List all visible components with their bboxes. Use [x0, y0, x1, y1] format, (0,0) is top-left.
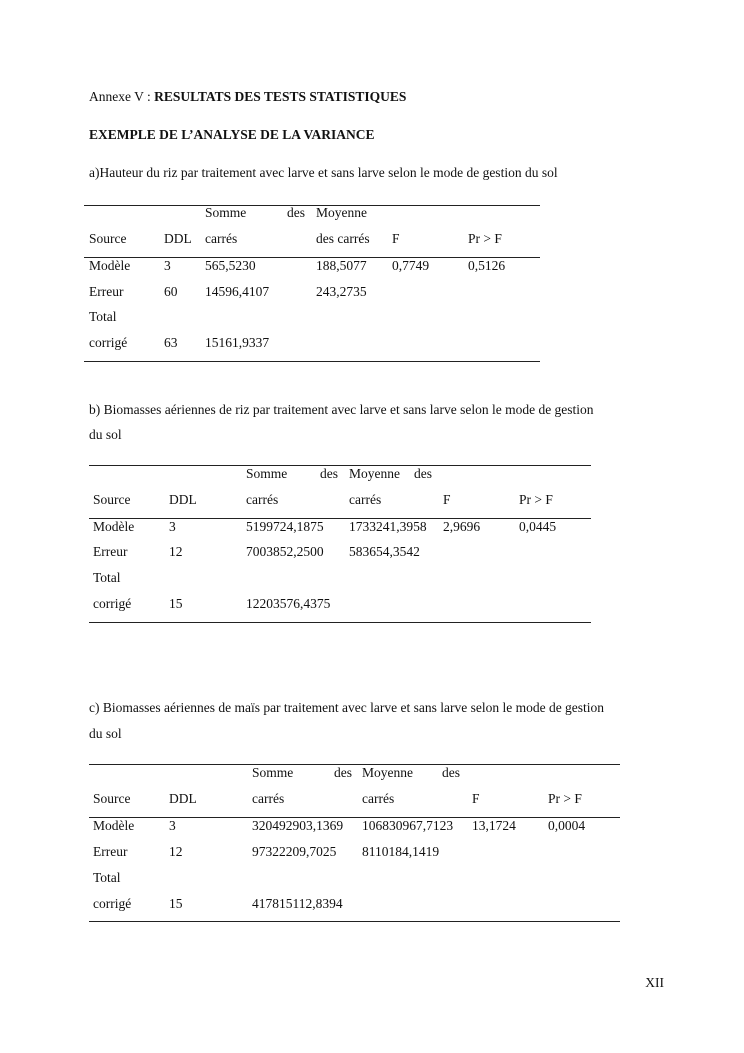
row-label-corrige: corrigé	[93, 896, 132, 911]
header-des: des	[414, 466, 432, 481]
table-b-header-rule	[89, 518, 591, 519]
cell-somme: 12203576,4375	[246, 596, 331, 611]
table-b-top-rule	[89, 465, 591, 466]
header-des: des	[320, 466, 338, 481]
row-label-corrige: corrigé	[93, 596, 132, 611]
cell-moyenne: 188,5077	[316, 258, 367, 273]
row-label-erreur: Erreur	[93, 844, 128, 859]
caption-b-line2: du sol	[89, 427, 122, 442]
cell-prf: 0,0445	[519, 519, 557, 534]
cell-somme: 14596,4107	[205, 284, 270, 299]
row-label-erreur: Erreur	[93, 544, 128, 559]
header-prf: Pr > F	[548, 791, 582, 806]
cell-moyenne: 106830967,7123	[362, 818, 454, 833]
row-label-erreur: Erreur	[89, 284, 124, 299]
annex-prefix: Annexe V :	[89, 89, 155, 104]
table-b-bottom-rule	[89, 622, 591, 623]
cell-prf: 0,5126	[468, 258, 506, 273]
header-carres: carrés	[246, 492, 279, 507]
cell-f: 2,9696	[443, 519, 481, 534]
cell-somme: 97322209,7025	[252, 844, 337, 859]
header-source: Source	[93, 492, 131, 507]
header-prf: Pr > F	[519, 492, 553, 507]
caption-c-line1: c) Biomasses aériennes de maïs par traitement avec larve et sans larve selon le mode de gestion	[89, 700, 605, 715]
row-label-corrige: corrigé	[89, 335, 128, 350]
header-moyenne: Moyenne	[349, 466, 400, 481]
caption-c-line2: du sol	[89, 726, 122, 741]
header-carres: carrés	[252, 791, 285, 806]
header-somme: Somme	[205, 205, 247, 220]
row-label-total: Total	[93, 870, 121, 885]
cell-ddl: 3	[164, 258, 171, 273]
cell-somme: 7003852,2500	[246, 544, 324, 559]
row-label-total: Total	[89, 309, 117, 324]
table-a-top-rule	[84, 205, 540, 206]
cell-ddl: 15	[169, 896, 183, 911]
annex-heading: RESULTATS DES TESTS STATISTIQUES	[154, 89, 407, 104]
table-a-bottom-rule	[84, 361, 540, 362]
header-f: F	[392, 231, 400, 246]
page-number: XII	[645, 975, 664, 990]
cell-somme: 320492903,1369	[252, 818, 344, 833]
table-c-top-rule	[89, 764, 620, 765]
header-somme: Somme	[252, 765, 294, 780]
cell-moyenne: 8110184,1419	[362, 844, 440, 859]
header-source: Source	[89, 231, 127, 246]
header-carres: carrés	[362, 791, 395, 806]
header-prf: Pr > F	[468, 231, 502, 246]
header-des: des	[334, 765, 352, 780]
cell-ddl: 12	[169, 844, 183, 859]
cell-ddl: 60	[164, 284, 178, 299]
header-ddl: DDL	[169, 791, 197, 806]
header-f: F	[443, 492, 451, 507]
header-des: des	[442, 765, 460, 780]
cell-ddl: 12	[169, 544, 183, 559]
cell-somme: 5199724,1875	[246, 519, 324, 534]
cell-somme: 565,5230	[205, 258, 256, 273]
header-carres: carrés	[205, 231, 238, 246]
cell-ddl: 63	[164, 335, 178, 350]
section-heading: EXEMPLE DE L’ANALYSE DE LA VARIANCE	[89, 127, 375, 142]
caption-b-line1: b) Biomasses aériennes de riz par traitement avec larve et sans larve selon le mode de gestion	[89, 402, 594, 417]
cell-moyenne: 583654,3542	[349, 544, 420, 559]
annex-title	[89, 89, 406, 105]
cell-ddl: 3	[169, 818, 176, 833]
cell-somme: 417815112,8394	[252, 896, 343, 911]
cell-f: 13,1724	[472, 818, 516, 833]
header-somme: Somme	[246, 466, 288, 481]
header-carres: carrés	[349, 492, 382, 507]
row-label-modele: Modèle	[89, 258, 131, 273]
cell-moyenne: 243,2735	[316, 284, 367, 299]
cell-ddl: 15	[169, 596, 183, 611]
header-moyenne: Moyenne	[362, 765, 413, 780]
header-moyenne: Moyenne	[316, 205, 367, 220]
header-des: des	[287, 205, 305, 220]
cell-f: 0,7749	[392, 258, 430, 273]
cell-somme: 15161,9337	[205, 335, 270, 350]
cell-ddl: 3	[169, 519, 176, 534]
cell-moyenne: 1733241,3958	[349, 519, 427, 534]
table-c-bottom-rule	[89, 921, 620, 922]
header-ddl: DDL	[169, 492, 197, 507]
cell-prf: 0,0004	[548, 818, 586, 833]
header-source: Source	[93, 791, 131, 806]
header-des-carres: des carrés	[316, 231, 370, 246]
header-f: F	[472, 791, 480, 806]
caption-a: a)Hauteur du riz par traitement avec larve et sans larve selon le mode de gestion du sol	[89, 165, 558, 180]
row-label-modele: Modèle	[93, 519, 135, 534]
row-label-modele: Modèle	[93, 818, 135, 833]
header-ddl: DDL	[164, 231, 192, 246]
row-label-total: Total	[93, 570, 121, 585]
